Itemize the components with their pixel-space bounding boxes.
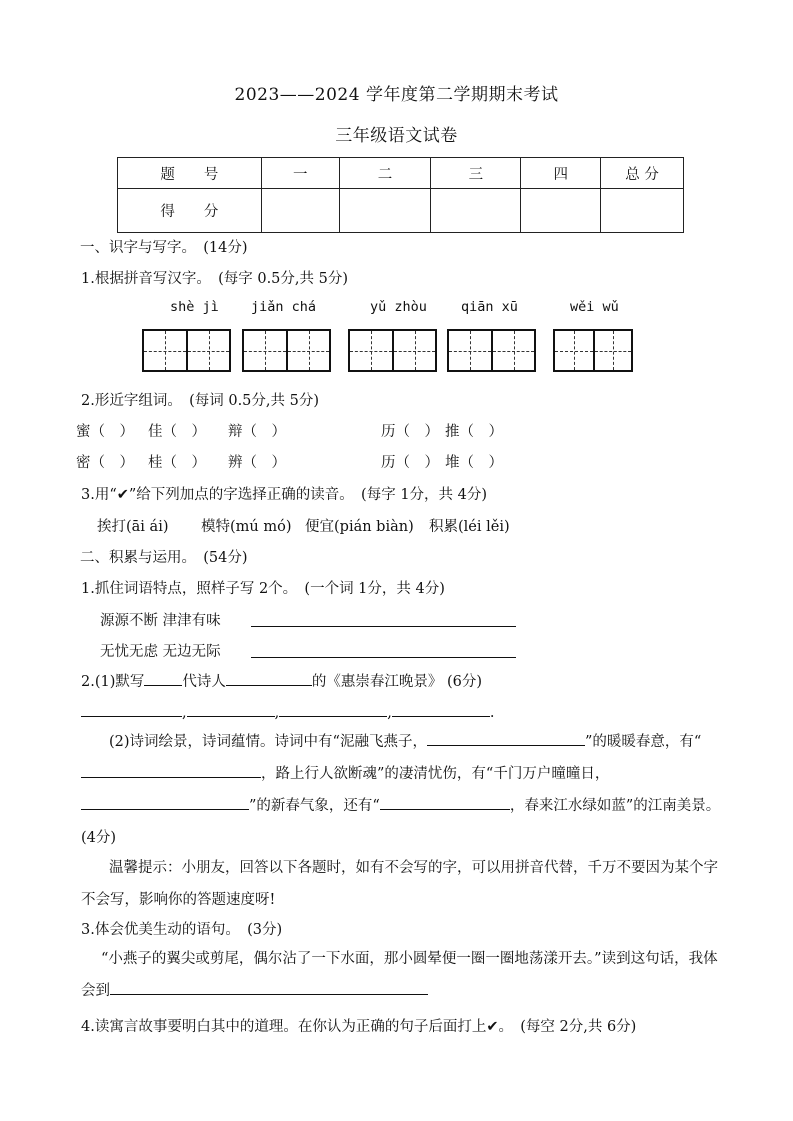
score-cell-3[interactable] <box>431 189 521 233</box>
warm-tip: 温馨提示：小朋友，回答以下各题时，如有不会写的字，可以用拼音代替，千万不要因为某个字不会写，影响你的答题速度呀! <box>81 860 718 908</box>
pinyin-4: qiān xū <box>461 299 518 315</box>
score-header-label: 题 号 <box>118 158 262 189</box>
s2-q2-part1-b: 代诗人 <box>182 674 226 690</box>
writing-grid-3[interactable] <box>348 329 437 372</box>
exam-title: 2023——2024 学年度第二学期期末考试 <box>234 85 559 105</box>
writing-grid-2[interactable] <box>242 329 331 372</box>
poem-line-3[interactable] <box>279 702 387 717</box>
s2-q2-part1 <box>81 670 482 691</box>
score-header-4: 四 <box>521 158 601 189</box>
score-header-total: 总 分 <box>601 158 684 189</box>
s2-q3-label: 3.体会优美生动的语句。 (3分) <box>81 922 283 938</box>
score-cell-4[interactable] <box>521 189 601 233</box>
pronunciation-item-1[interactable]: 挨打(āi ái) <box>97 519 169 535</box>
writing-grid-1[interactable] <box>142 329 231 372</box>
score-table <box>117 157 684 233</box>
s2-q2-part2 <box>81 726 721 854</box>
similar-word-3b[interactable]: 辨（ ） <box>228 455 286 471</box>
s2-q2-part2-d: ”的新春气象，还有“ <box>249 798 380 814</box>
s2-q1-label: 1.抓住词语特点，照样子写 2个。 (一个词 1分，共 4分) <box>81 581 445 597</box>
pinyin-2: jiǎn chá <box>251 299 317 315</box>
writing-grid-row <box>140 329 640 374</box>
score-cell-total[interactable] <box>601 189 684 233</box>
similar-word-5a[interactable]: 推（ ） <box>445 424 503 440</box>
dynasty-blank[interactable] <box>144 671 182 686</box>
similar-word-4a[interactable]: 历（ ） <box>381 424 439 440</box>
score-header-2: 二 <box>339 158 431 189</box>
s1-q1-label: 1.根据拼音写汉字。 (每字 0.5分,共 5分) <box>81 271 349 287</box>
poem-blank-1[interactable] <box>427 731 585 746</box>
poem-line-1[interactable] <box>81 702 182 717</box>
similar-word-2a[interactable]: 佳（ ） <box>148 424 206 440</box>
score-header-1: 一 <box>261 158 339 189</box>
poet-blank[interactable] <box>226 671 312 686</box>
s1-q2-label: 2.形近字组词。 (每词 0.5分,共 5分) <box>81 393 320 409</box>
pinyin-1: shè jì <box>170 299 219 315</box>
s2-q2-part1-c: 的《惠崇春江晚景》 (6分) <box>311 674 483 690</box>
s2-q2-part2-b: ”的暖暖春意，有“ <box>584 734 702 750</box>
pronunciation-item-3[interactable]: 便宜(pián biàn) <box>305 519 414 535</box>
writing-grid-4[interactable] <box>447 329 536 372</box>
similar-word-2b[interactable]: 桂（ ） <box>148 455 206 471</box>
score-cell-1[interactable] <box>261 189 339 233</box>
example-words-2: 无忧无虑 无边无际 <box>100 644 221 660</box>
s2-q4-label: 4.读寓言故事要明白其中的道理。在你认为正确的句子后面打上✔。 (每空 2分,共 6分) <box>81 1019 637 1035</box>
pinyin-3: yǔ zhòu <box>370 299 427 315</box>
poem-blank-3[interactable] <box>81 795 249 810</box>
s2-q2-part1-a: 2.(1)默写 <box>81 674 145 690</box>
s2-q3-quote-text: “小燕子的翼尖或剪尾，偶尔沾了一下水面，那小圆晕便一圈一圈地荡漾开去。”读到这句话，我体会到 <box>81 951 718 999</box>
answer-line-1[interactable] <box>251 626 516 627</box>
s2-q3-quote <box>81 943 721 1007</box>
section1-heading: 一、识字与写字。 (14分) <box>80 240 248 256</box>
writing-grid-5[interactable] <box>553 329 633 372</box>
example-words-1: 源源不断 津津有味 <box>100 613 221 629</box>
s2-q2-part2-c: ，路上行人欲断魂”的凄清忧伤，有“千门万户曈曈日， <box>261 766 610 782</box>
feeling-answer-line[interactable] <box>110 980 428 995</box>
pronunciation-item-2[interactable]: 模特(mú mó) <box>201 519 292 535</box>
poem-blank-2[interactable] <box>81 763 261 778</box>
s2-q2-part2-e: ，春来江水绿如蓝”的江南美景。 (4分) <box>81 798 721 846</box>
poem-lines: , , , . <box>81 702 494 721</box>
poem-line-2[interactable] <box>187 702 275 717</box>
s1-q3-label: 3.用“✔”给下列加点的字选择正确的读音。 (每字 1分，共 4分) <box>81 487 488 503</box>
similar-word-4b[interactable]: 历（ ） <box>381 455 439 471</box>
similar-word-1a[interactable]: 蜜（ ） <box>76 424 134 440</box>
similar-word-3a[interactable]: 辩（ ） <box>228 424 286 440</box>
section2-heading: 二、积累与运用。 (54分) <box>80 550 248 566</box>
score-header-3: 三 <box>431 158 521 189</box>
pinyin-5: wěi wǔ <box>570 299 619 315</box>
similar-word-5b[interactable]: 堆（ ） <box>445 455 503 471</box>
answer-line-2[interactable] <box>251 657 516 658</box>
score-row-label: 得 分 <box>118 189 262 233</box>
exam-subtitle: 三年级语文试卷 <box>335 126 458 146</box>
s2-q2-part2-a: (2)诗词绘景，诗词蕴情。诗词中有“泥融飞燕子， <box>109 734 427 750</box>
pronunciation-item-4[interactable]: 积累(léi lěi) <box>429 519 510 535</box>
poem-blank-4[interactable] <box>380 795 510 810</box>
score-cell-2[interactable] <box>339 189 431 233</box>
similar-word-1b[interactable]: 密（ ） <box>76 455 134 471</box>
poem-line-4[interactable] <box>392 702 490 717</box>
